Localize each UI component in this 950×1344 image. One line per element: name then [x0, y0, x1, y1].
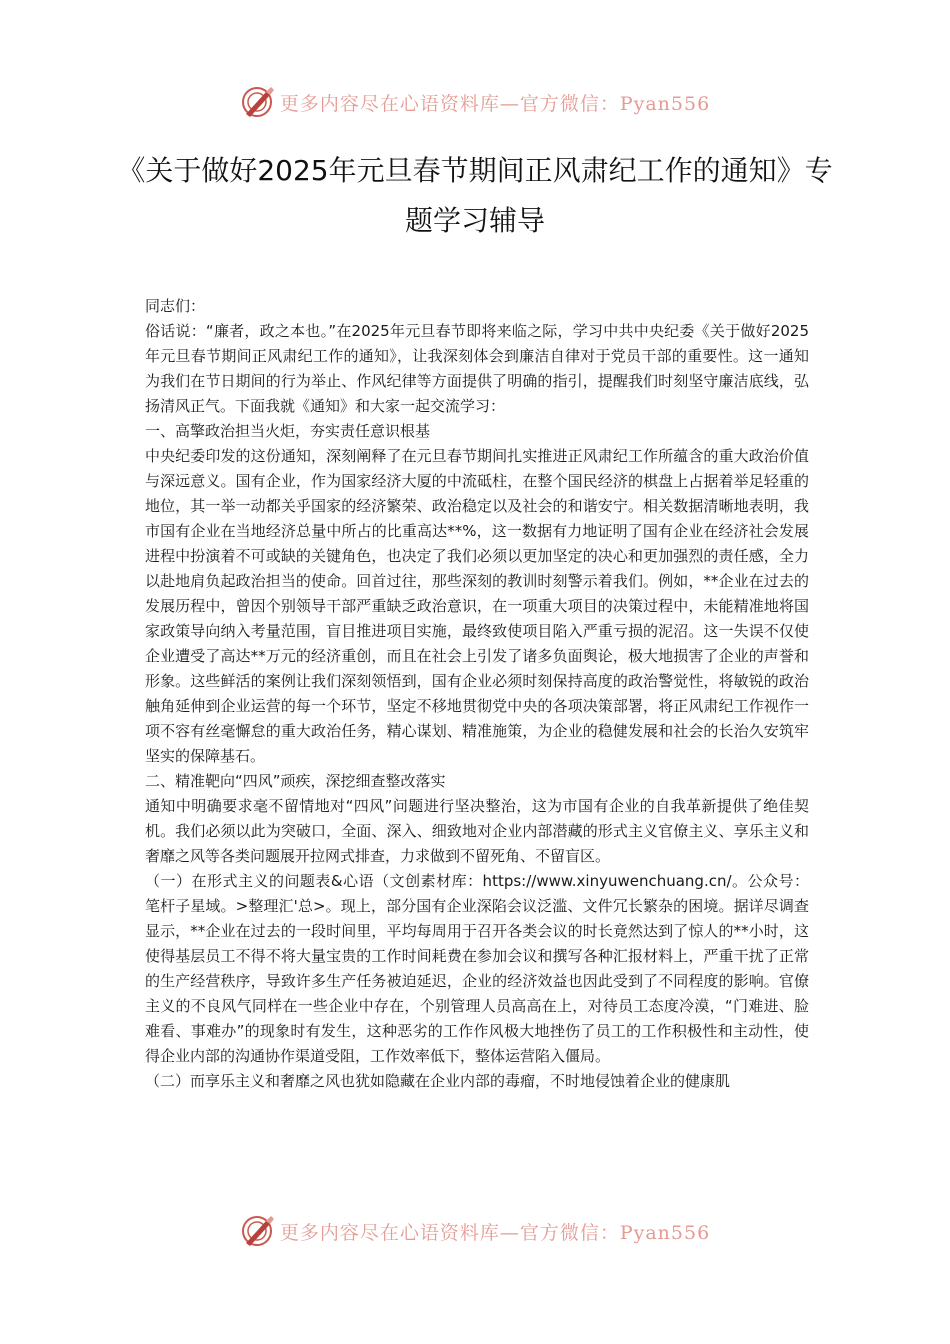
document-body: [145, 294, 809, 1094]
section-heading-1: 一、高擎政治担当火炬，夯实责任意识根基: [145, 422, 431, 440]
body-paragraph: 中央纪委印发的这份通知，深刻阐释了在元旦春节期间扎实推进正风肃纪工作所蕴含的重大政治价值与深远意义。国有企业，作为国家经济大厦的中流砥柱，在整个国民经济的棋盘上占据着举足轻重的地位，其一举一动都关乎国家的经济繁荣、政治稳定以及社会的和谐安宁。相关数据清晰地表明，我市国有企业在当地经济总量中所占的比重高达**%，这一数据有力地证明了国有企业在经济社会发展进程中扮演着不可或缺的关键角色，也决定了我们必须以更加坚定的决心和更加强烈的责任感，全力以赴地肩负起政治担当的使命。回首过往，那些深刻的教训时刻警示着我们。例如，**企业在过去的发展历程中，曾因个别领导干部严重缺乏政治意识，在一项重大项目的决策过程中，未能精准地将国家政策导向纳入考量范围，盲目推进项目实施，最终致使项目陷入严重亏损的泥沼。这一失误不仅使企业遭受了高达**万元的经济重创，而且在社会上引发了诸多负面舆论，极大地损害了企业的声誉和形象。这些鲜活的案例让我们深刻领悟到，国有企业必须时刻保持高度的政治警觉性，将敏锐的政治触角延伸到企业运营的每一个环节，坚定不移地贯彻党中央的各项决策部署，将正风肃纪工作视作一项不容有丝毫懈怠的重大政治任务，精心谋划、精准施策，为企业的稳健发展和社会的长治久安筑牢坚实的保障基石。: [145, 447, 809, 765]
body-paragraph: （一）在形式主义的问题表&心语（文创素材库：https://www.xinyuwenchuang.cn/。公众号：笔杆子星域。>整理汇'总>。现上，部分国有企业深陷会议泛滥、文件冗长繁杂的困境。据详尽调查显示，**企业在过去的一段时间里，平均每周用于召开各类会议的时长竟然达到了惊人的**小时，这使得基层员工不得不将大量宝贵的工作时间耗费在参加会议和撰写各种汇报材料上，严重干扰了正常的生产经营秩序，导致许多生产任务被迫延迟，企业的经济效益也因此受到了不同程度的影响。官僚主义的不良风气同样在一些企业中存在，个别管理人员高高在上，对待员工态度冷漠，“门难进、脸难看、事难办”的现象时有发生，这种恶劣的工作作风极大地挫伤了员工的工作积极性和主动性，使得企业内部的沟通协作渠道受阻，工作效率低下，整体运营陷入僵局。: [145, 872, 809, 1065]
intro-paragraph: 俗话说：“廉者，政之本也。”在2025年元旦春节即将来临之际，学习中共中央纪委《关于做好2025年元旦春节期间正风肃纪工作的通知》，让我深刻体会到廉洁自律对于党员干部的重要性。这一通知为我们在节日期间的行为举止、作风纪律等方面提供了明确的指引，提醒我们时刻坚守廉洁底线，弘扬清风正气。下面我就《通知》和大家一起交流学习：: [145, 322, 809, 415]
body-paragraph: 通知中明确要求毫不留情地对“四风”问题进行坚决整治，这为市国有企业的自我革新提供了绝佳契机。我们必须以此为突破口，全面、深入、细致地对企业内部潜藏的形式主义官僚主义、享乐主义和奢靡之风等各类问题展开拉网式排查，力求做到不留死角、不留盲区。: [145, 797, 809, 865]
pen-logo-icon: [240, 1213, 276, 1249]
banner-text: 更多内容尽在心语资料库—官方微信：Pyan556: [279, 1221, 711, 1244]
document-title: 《关于做好2025年元旦春节期间正风肃纪工作的通知》专题学习辅导: [117, 154, 833, 237]
section-heading-2: 二、精准靶向“四风”顽疾，深挖细查整改落实: [145, 772, 446, 790]
body-paragraph: （二）而享乐主义和奢靡之风也犹如隐藏在企业内部的毒瘤，不时地侵蚀着企业的健康肌: [145, 1072, 731, 1090]
header-banner: [0, 80, 950, 124]
salutation: 同志们：: [145, 297, 206, 315]
pen-logo-icon: [240, 84, 276, 120]
footer-banner: [0, 1209, 950, 1253]
banner-text: 更多内容尽在心语资料库—官方微信：Pyan556: [279, 92, 711, 115]
